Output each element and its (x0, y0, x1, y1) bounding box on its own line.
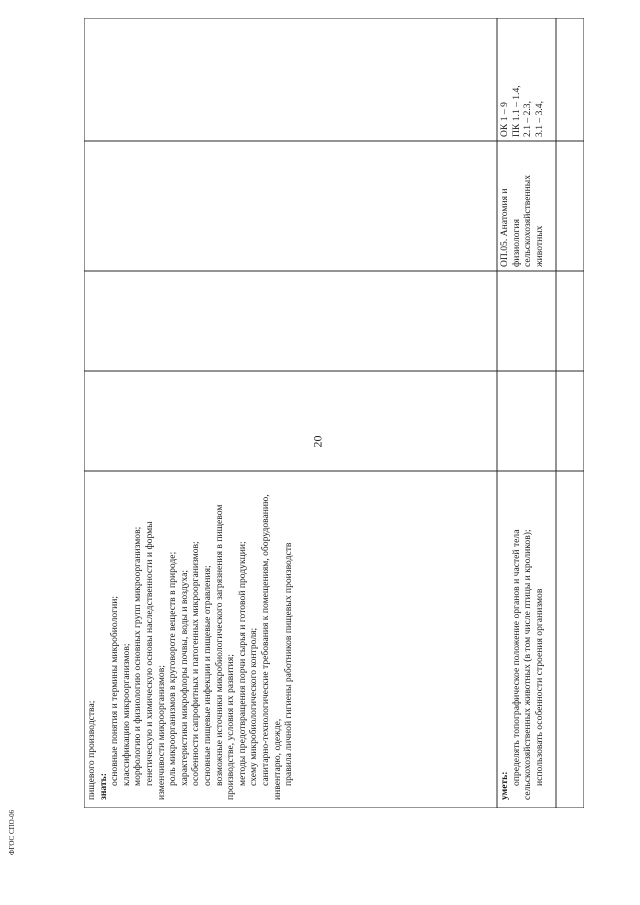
know-item: возможные источники микробиологического загрязнения в пищевом производстве, условия их развития; (213, 504, 237, 800)
competencies-cell (499, 21, 545, 137)
discipline-name: ОП.05. Анатомия и физиология сельскохозяйственных животных (499, 174, 545, 267)
discipline-cell (499, 145, 545, 267)
know-item: характеристики микрофлоры почвы, воды и воздуха; (178, 569, 190, 786)
know-label: знать: (97, 773, 109, 800)
know-item: основные пищевые инфекции и пищевые отравления; (201, 565, 213, 786)
know-item: методы предотвращения порчи сырья и готовой продукции; (236, 541, 248, 786)
knowledge-cell (86, 475, 295, 800)
footer-code: ФГОС СПО-06 (8, 809, 16, 855)
know-item: морфологию и физиологию основных групп микроорганизмов; (132, 526, 144, 786)
know-item: классификацию микроорганизмов; (120, 643, 132, 786)
competency-item: ОК 1 – 9 (499, 102, 510, 137)
know-item: роль микроорганизмов в круговороте веществ в природе; (167, 551, 179, 786)
know-item: правила личной гигиены работников пищевых производств (283, 542, 295, 786)
continuation-text: пищевого производства; (86, 700, 97, 800)
can-label: уметь: (499, 771, 510, 800)
know-item: особенности сапрофитных и патогенных микроорганизмов; (190, 541, 202, 786)
know-item: основные понятия и термины микробиологии; (109, 595, 121, 786)
can-item: определять топографическое положение органов и частей тела сельскохозяйственных животных (в том числе птицы и кроликов); (510, 529, 534, 800)
page-number: 20 (310, 435, 325, 448)
competency-item: 2.1 – 2.3, (522, 101, 534, 137)
can-item: использовать особенности строения организмов (533, 588, 545, 786)
competency-item: ПК 1.1 – 1.4, (510, 85, 522, 137)
know-item: схему микробиологического контроля; (248, 627, 260, 786)
competency-item: 3.1 – 3.4, (533, 101, 545, 137)
know-item: генетическую и химическую основы наследственности и формы изменчивости микроорганизмов; (143, 521, 167, 800)
skills-cell (499, 475, 545, 800)
know-item: санитарно-технологические требования к помещениям, оборудованию, инвентарю, одежде, (259, 494, 283, 800)
